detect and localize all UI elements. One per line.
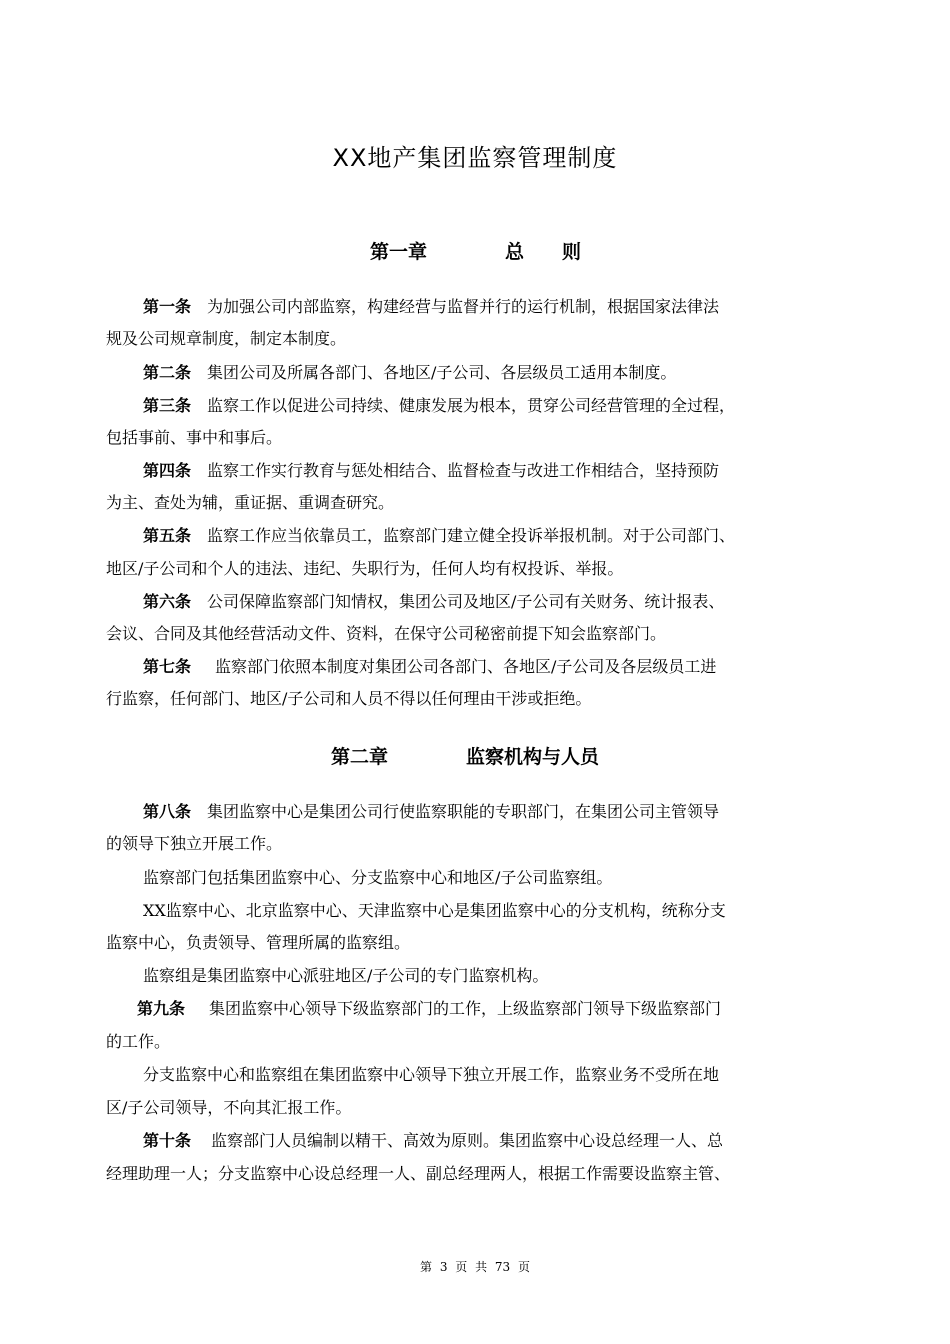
article-10-line-2: 经理助理一人；分支监察中心设总经理一人、副总经理两人，根据工作需要设监察主管、 <box>106 1164 731 1183</box>
article-7 <box>143 657 716 677</box>
article-8 <box>143 802 719 822</box>
article-3-label: 第三条 <box>143 396 192 415</box>
article-8-line-2: 的领导下独立开展工作。 <box>106 834 283 853</box>
article-3 <box>143 396 735 416</box>
article-6-line-1: 公司保障监察部门知情权，集团公司及地区/子公司有关财务、统计报表、 <box>207 592 725 611</box>
article-6 <box>143 592 724 612</box>
article-7-label: 第七条 <box>143 657 192 676</box>
article-4-line-1: 监察工作实行教育与惩处相结合、监督检查与改进工作相结合，坚持预防 <box>207 461 720 480</box>
article-2-line-1: 集团公司及所属各部门、各地区/子公司、各层级员工适用本制度。 <box>207 363 677 382</box>
article-2-label: 第二条 <box>143 363 192 382</box>
article-10-label: 第十条 <box>143 1131 192 1150</box>
article-3-line-2: 包括事前、事中和事后。 <box>106 428 283 447</box>
article-9-paragraph-2-line-1: 分支监察中心和监察组在集团监察中心领导下独立开展工作，监察业务不受所在地 <box>143 1065 720 1084</box>
page-footer: 第 3 页 共 73 页 <box>420 1260 530 1274</box>
article-1 <box>143 297 719 317</box>
article-4-line-2: 为主、查处为辅，重证据、重调查研究。 <box>106 493 395 512</box>
article-6-line-2: 会议、合同及其他经营活动文件、资料，在保守公司秘密前提下知会监察部门。 <box>106 624 667 643</box>
chapter-2-number: 第二章 <box>331 746 389 768</box>
article-9 <box>137 999 721 1019</box>
article-8-paragraph-3-line-1: XX监察中心、北京监察中心、天津监察中心是集团监察中心的分支机构，统称分支 <box>143 901 726 920</box>
article-9-label: 第九条 <box>137 999 186 1018</box>
article-5-line-1: 监察工作应当依靠员工，监察部门建立健全投诉举报机制。对于公司部门、 <box>207 526 736 545</box>
article-9-paragraph-2-line-2: 区/子公司领导，不向其汇报工作。 <box>106 1098 352 1117</box>
article-8-paragraph-4: 监察组是集团监察中心派驻地区/子公司的专门监察机构。 <box>143 966 549 985</box>
article-5-label: 第五条 <box>143 526 192 545</box>
article-6-label: 第六条 <box>143 592 192 611</box>
chapter-1-name: 总 则 <box>505 241 582 263</box>
article-9-line-1: 集团监察中心领导下级监察部门的工作，上级监察部门领导下级监察部门 <box>209 999 722 1018</box>
article-1-label: 第一条 <box>143 297 192 316</box>
article-4-label: 第四条 <box>143 461 192 480</box>
article-9-line-2: 的工作。 <box>106 1032 171 1051</box>
article-7-line-2: 行监察，任何部门、地区/子公司和人员不得以任何理由干涉或拒绝。 <box>106 689 592 708</box>
article-8-label: 第八条 <box>143 802 192 821</box>
chapter-1-number: 第一章 <box>370 241 428 263</box>
article-3-line-1: 监察工作以促进公司持续、健康发展为根本，贯穿公司经营管理的全过程， <box>207 396 736 415</box>
article-10-line-1: 监察部门人员编制以精干、高效为原则。集团监察中心设总经理一人、总 <box>211 1131 724 1150</box>
chapter-2-name: 监察机构与人员 <box>466 746 600 768</box>
document-title: XX地产集团监察管理制度 <box>332 144 618 172</box>
article-8-paragraph-2: 监察部门包括集团监察中心、分支监察中心和地区/子公司监察组。 <box>143 868 613 887</box>
article-1-line-1: 为加强公司内部监察，构建经营与监督并行的运行机制，根据国家法律法 <box>207 297 720 316</box>
article-8-line-1: 集团监察中心是集团公司行使监察职能的专职部门，在集团公司主管领导 <box>207 802 720 821</box>
article-1-line-2: 规及公司规章制度，制定本制度。 <box>106 329 347 348</box>
article-5-line-2: 地区/子公司和个人的违法、违纪、失职行为，任何人均有权投诉、举报。 <box>106 559 624 578</box>
article-8-paragraph-3-line-2: 监察中心，负责领导、管理所属的监察组。 <box>106 933 411 952</box>
article-5 <box>143 526 735 546</box>
article-2 <box>143 363 676 383</box>
article-7-line-1: 监察部门依照本制度对集团公司各部门、各地区/子公司及各层级员工进 <box>215 657 717 676</box>
article-10 <box>143 1131 723 1151</box>
article-4 <box>143 461 719 481</box>
